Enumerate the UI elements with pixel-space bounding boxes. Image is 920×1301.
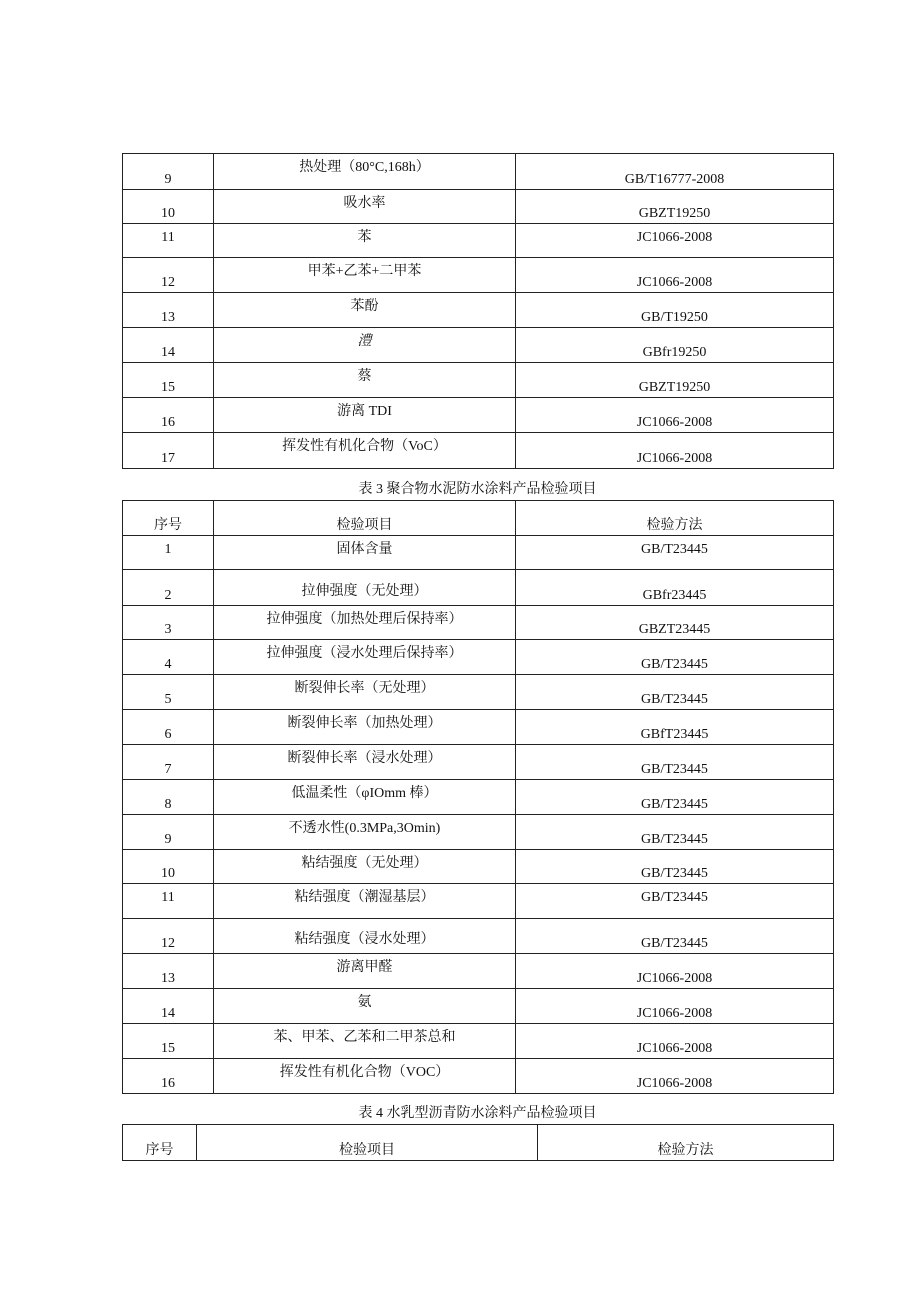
table-row — [123, 850, 834, 884]
table-row — [123, 154, 834, 190]
test-item: 粘结强度（浸水处理） — [214, 919, 516, 954]
test-item: 断裂伸长率（无处理） — [214, 675, 516, 710]
table-row — [123, 710, 834, 745]
table-row — [123, 293, 834, 328]
test-item: 游离甲醛 — [214, 954, 516, 989]
row-number: 13 — [123, 293, 214, 328]
row-number: 14 — [123, 328, 214, 363]
row-number: 1 — [123, 536, 214, 570]
test-method: GBfr23445 — [516, 570, 834, 606]
test-method: GB/T16777-2008 — [516, 154, 834, 190]
table-row — [123, 884, 834, 919]
table-row — [123, 989, 834, 1024]
test-method: JC1066-2008 — [516, 224, 834, 258]
row-number: 15 — [123, 1024, 214, 1059]
row-number: 16 — [123, 1059, 214, 1094]
header-number: 序号 — [123, 1125, 197, 1161]
table-row — [123, 190, 834, 224]
row-number: 12 — [123, 919, 214, 954]
row-number: 6 — [123, 710, 214, 745]
table-row — [123, 536, 834, 570]
test-method: GB/T23445 — [516, 640, 834, 675]
table3 — [122, 500, 834, 1094]
row-number: 8 — [123, 780, 214, 815]
table-row — [123, 919, 834, 954]
table3-caption: 表 3 聚合物水泥防水涂料产品检验项目 — [358, 482, 597, 497]
test-method: JC1066-2008 — [516, 398, 834, 433]
test-item: 不透水性(0.3MPa,3Omin) — [214, 815, 516, 850]
row-number: 16 — [123, 398, 214, 433]
test-method: JC1066-2008 — [516, 258, 834, 293]
table-row — [123, 780, 834, 815]
row-number: 13 — [123, 954, 214, 989]
row-number: 5 — [123, 675, 214, 710]
table-row — [123, 640, 834, 675]
table-row — [123, 1059, 834, 1094]
row-number: 10 — [123, 850, 214, 884]
test-item: 澧 — [214, 328, 516, 363]
test-method: GBZT23445 — [516, 606, 834, 640]
header-item: 检验项目 — [214, 501, 516, 536]
test-item: 拉伸强度（无处理） — [214, 570, 516, 606]
test-item: 粘结强度（无处理） — [214, 850, 516, 884]
row-number: 9 — [123, 154, 214, 190]
test-item: 拉伸强度（浸水处理后保持率） — [214, 640, 516, 675]
header-number: 序号 — [123, 501, 214, 536]
table-row — [123, 328, 834, 363]
header-method: 检验方法 — [516, 501, 834, 536]
test-method: GBZT19250 — [516, 190, 834, 224]
table-header-row — [123, 1125, 834, 1161]
test-method: GB/T23445 — [516, 745, 834, 780]
table-row — [123, 398, 834, 433]
test-item: 苯酚 — [214, 293, 516, 328]
test-method: JC1066-2008 — [516, 1059, 834, 1094]
header-method: 检验方法 — [538, 1125, 834, 1161]
test-item: 蔡 — [214, 363, 516, 398]
test-method: GB/T23445 — [516, 780, 834, 815]
test-item: 低温柔性（φIOmm 棒） — [214, 780, 516, 815]
test-method: JC1066-2008 — [516, 433, 834, 469]
row-number: 15 — [123, 363, 214, 398]
test-method: GBZT19250 — [516, 363, 834, 398]
test-method: GB/T23445 — [516, 675, 834, 710]
test-item: 吸水率 — [214, 190, 516, 224]
test-method: GB/T23445 — [516, 850, 834, 884]
row-number: 4 — [123, 640, 214, 675]
test-item: 苯、甲苯、乙苯和二甲茶总和 — [214, 1024, 516, 1059]
test-method: JC1066-2008 — [516, 954, 834, 989]
table-row — [123, 433, 834, 469]
table-row — [123, 606, 834, 640]
test-item: 苯 — [214, 224, 516, 258]
row-number: 7 — [123, 745, 214, 780]
table-row — [123, 258, 834, 293]
row-number: 11 — [123, 224, 214, 258]
table-row — [123, 815, 834, 850]
table-row — [123, 570, 834, 606]
test-item: 粘结强度（潮湿基层） — [214, 884, 516, 919]
test-method: JC1066-2008 — [516, 1024, 834, 1059]
row-number: 12 — [123, 258, 214, 293]
table-header-row — [123, 501, 834, 536]
test-method: GB/T23445 — [516, 815, 834, 850]
row-number: 3 — [123, 606, 214, 640]
row-number: 10 — [123, 190, 214, 224]
test-method: JC1066-2008 — [516, 989, 834, 1024]
test-item: 挥发性有机化合物（VoC） — [214, 433, 516, 469]
test-method: GBfT23445 — [516, 710, 834, 745]
row-number: 14 — [123, 989, 214, 1024]
table-row — [123, 675, 834, 710]
test-item: 热处理（80°C,168h） — [214, 154, 516, 190]
test-method: GB/T19250 — [516, 293, 834, 328]
test-item: 挥发性有机化合物（VOC） — [214, 1059, 516, 1094]
test-method: GB/T23445 — [516, 919, 834, 954]
table-row — [123, 745, 834, 780]
test-item: 氨 — [214, 989, 516, 1024]
test-method: GB/T23445 — [516, 884, 834, 919]
table-row — [123, 954, 834, 989]
table4-caption: 表 4 水乳型沥青防水涂料产品检验项目 — [358, 1106, 597, 1121]
header-item: 检验项目 — [197, 1125, 538, 1161]
row-number: 9 — [123, 815, 214, 850]
test-item: 甲苯+乙苯+二甲苯 — [214, 258, 516, 293]
test-item: 拉伸强度（加热处理后保持率） — [214, 606, 516, 640]
test-item: 断裂伸长率（加热处理） — [214, 710, 516, 745]
test-method: GBfr19250 — [516, 328, 834, 363]
test-method: GB/T23445 — [516, 536, 834, 570]
test-item: 游离 TDI — [214, 398, 516, 433]
table-row — [123, 363, 834, 398]
table-row — [123, 224, 834, 258]
continued-table — [122, 153, 834, 469]
test-item: 固体含量 — [214, 536, 516, 570]
row-number: 17 — [123, 433, 214, 469]
row-number: 11 — [123, 884, 214, 919]
table-row — [123, 1024, 834, 1059]
row-number: 2 — [123, 570, 214, 606]
table4 — [122, 1124, 834, 1161]
test-item: 断裂伸长率（浸水处理） — [214, 745, 516, 780]
